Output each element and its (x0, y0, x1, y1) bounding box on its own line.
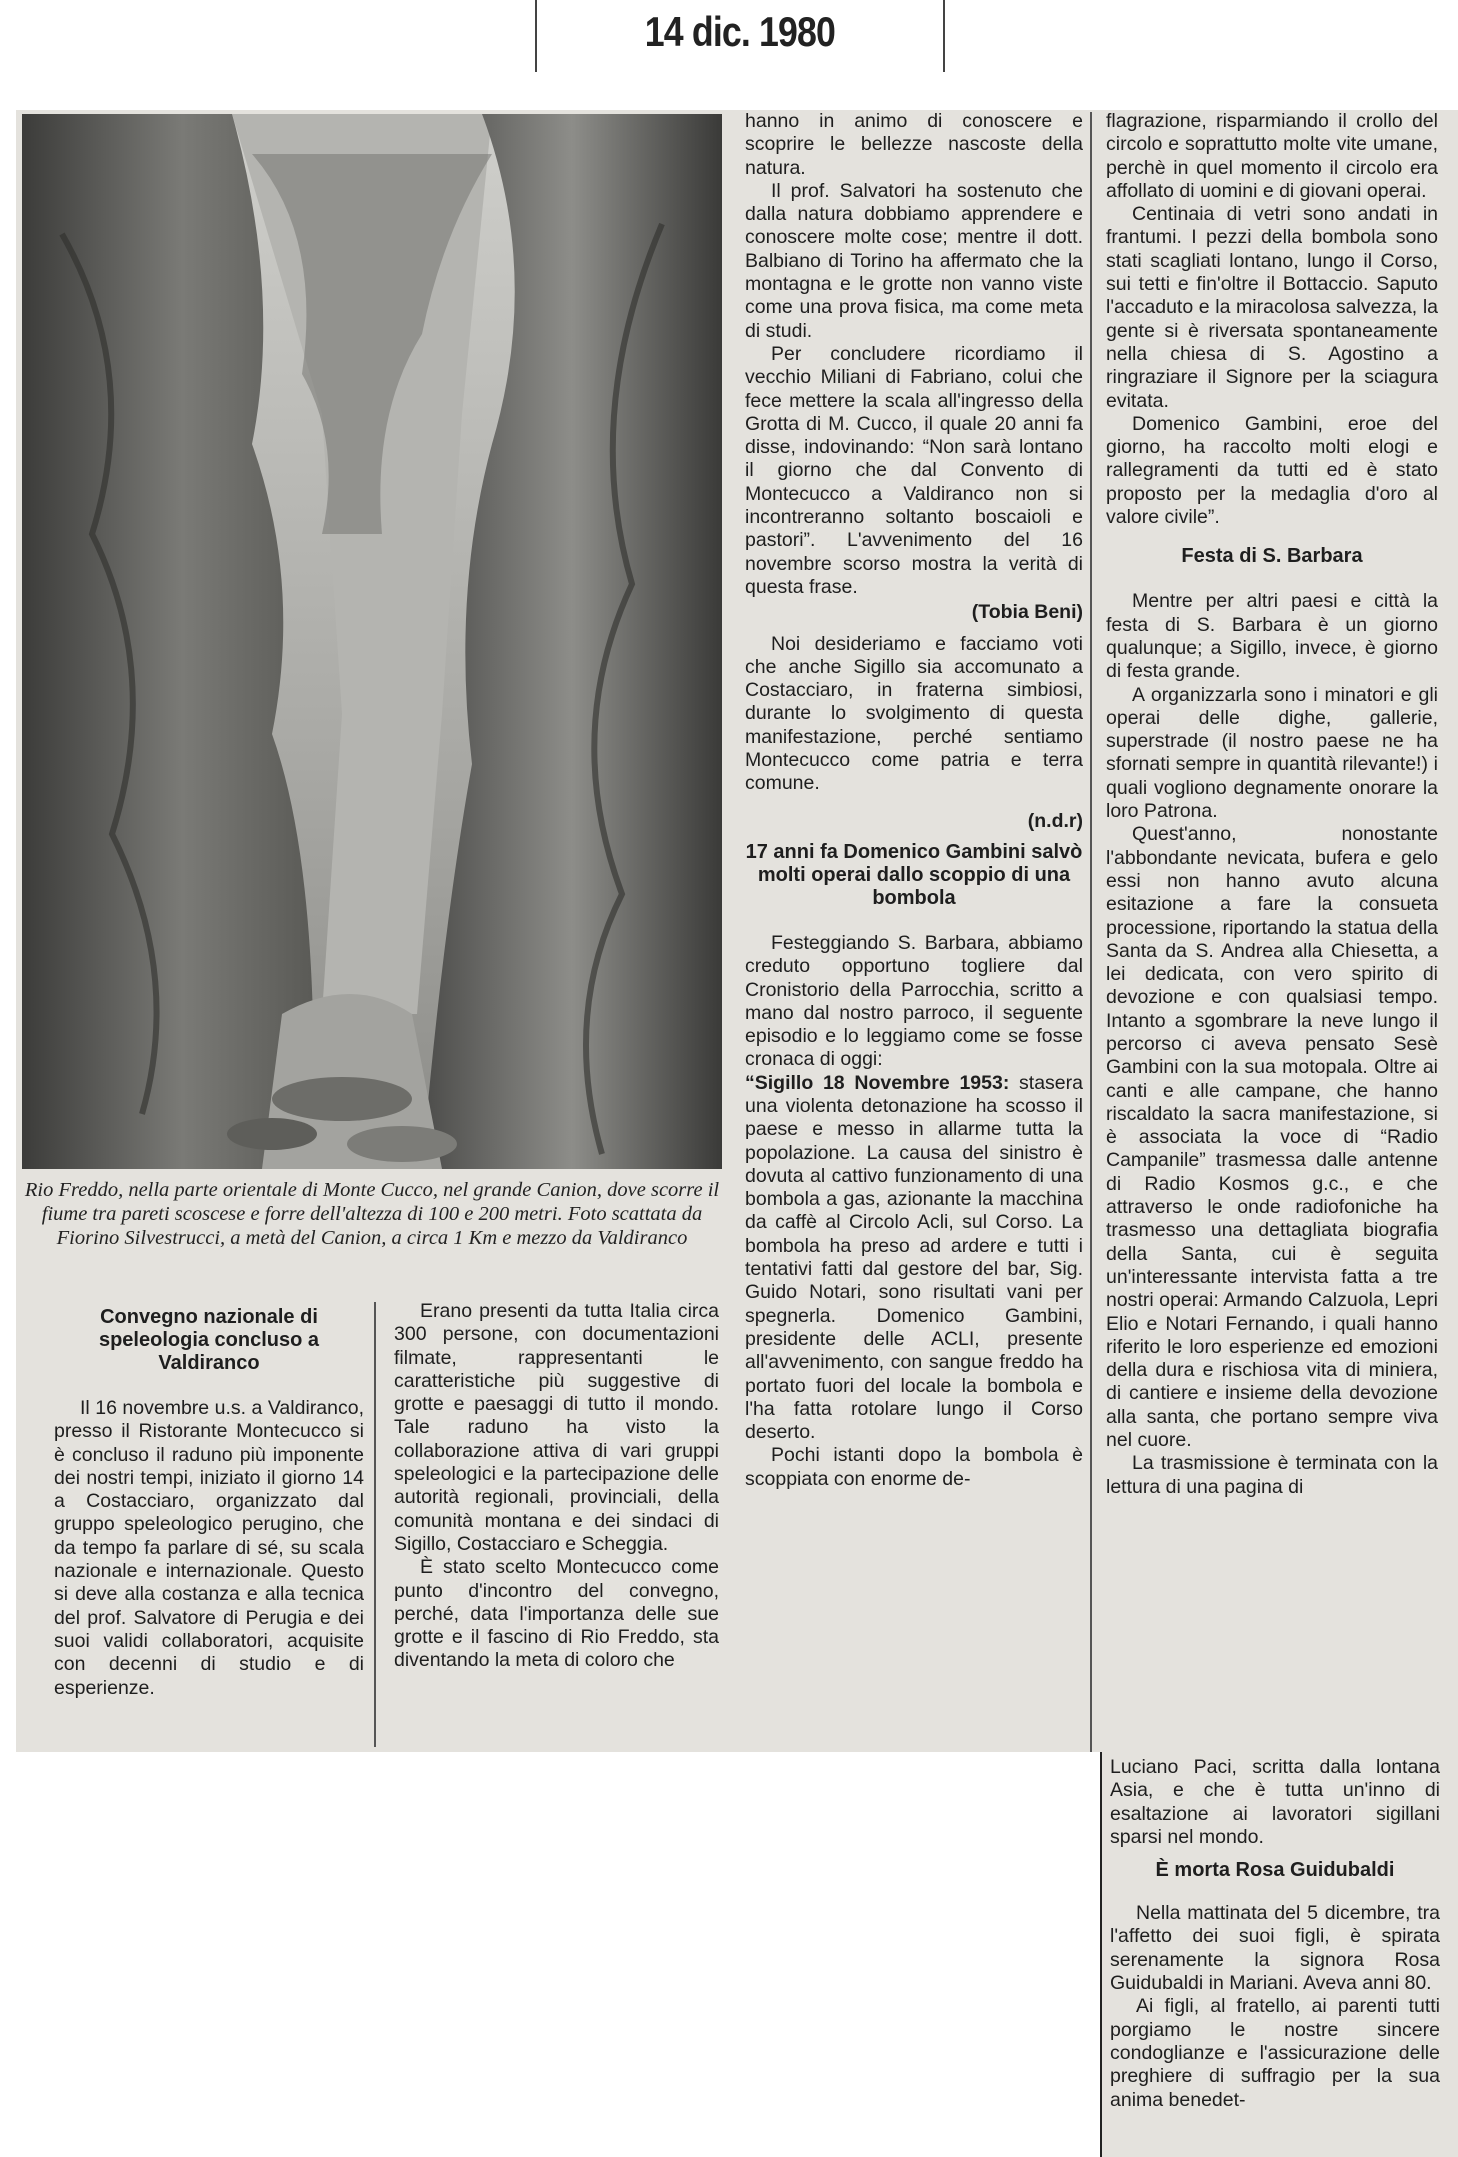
article-title-obituary: È morta Rosa Guidubaldi (1155, 1859, 1395, 1882)
signature-ndr: (n.d.r) (1027, 809, 1083, 832)
column-rule (1090, 112, 1092, 1752)
paragraph: A organizzarla sono i minatori e gli operai delle dighe, gallerie, superstrade (il nostro paese ne ha sfornati sempre in quantità rilevante!) i quali vogliono degnamente onorare la loro Patrona. (1106, 683, 1438, 823)
article-title-convegno: Convegno nazionale di speleologia concluso a Valdiranco (98, 1306, 320, 1374)
article-column-2 (394, 1300, 719, 1673)
paragraph: Centinaia di vetri sono andati in frantumi. I pezzi della bombola sono stati scagliati lontano, lungo il Corso, sui tetti e fin'oltre il Bottaccio. Saputo l'accaduto e la miracolosa salvezza, la gente si è riversata spontaneamente nella chiesa di S. Agostino a ringraziare il Signore per la sciagura evitata. (1106, 203, 1438, 412)
photo-caption: Rio Freddo, nella parte orientale di Monte Cucco, nel grande Canion, dove scorre il fiume tra pareti scoscese e forre dell'altezza di 100 e 200 metri. Foto scattata da Fiorino Silvestrucci, a metà del Canion, a circa 1 Km e mezzo da Valdiranco (24, 1179, 720, 1249)
paragraph: flagrazione, risparmiando il crollo del circolo e soprattutto molte vite umane, perchè in quel momento il circolo era affollato di uomini e di giovani operai. (1106, 110, 1438, 202)
paragraph: Noi desideriamo e facciamo voti che anche Sigillo sia accomunato a Costacciaro, in fraterna simbiosi, durante lo svolgimento di questa manifestazione, perché sentiamo Montecucco come patria e terra comune. (745, 632, 1083, 795)
paragraph: Per concludere ricordiamo il vecchio Miliani di Fabriano, colui che fece mettere la scala all'ingresso della Grotta di M. Cucco, il quale 20 anni fa disse, indovinando: “Non sarà lontano il giorno che dal Convento di Montecucco a Valdiranco non si incontreranno soltanto boscaioli e pastori”. L'avvenimento del 16 novembre scorso mostra la verità di questa frase. (745, 342, 1083, 598)
canyon-photo (22, 114, 722, 1169)
signature-tobia-beni: (Tobia Beni) (971, 601, 1083, 624)
paragraph: Pochi istanti dopo la bombola è scoppiata con enorme de- (745, 1444, 1083, 1490)
article-column-5 (1110, 1756, 1440, 2112)
article-title-santa-barbara: Festa di S. Barbara (1181, 545, 1363, 568)
paragraph: Luciano Paci, scritta dalla lontana Asia, e che è tutta un'inno di esaltazione ai lavoratori sigillani sparsi nel mondo. (1110, 1756, 1440, 1848)
article-column-3 (745, 110, 1083, 1491)
chronicle-date: “Sigillo 18 Novembre 1953: (745, 1071, 1010, 1094)
paragraph: Festeggiando S. Barbara, abbiamo creduto opportuno togliere dal Cronistorio della Parrocchia, scritto a mano dal nostro parroco, il seguente episodio e lo leggiamo come se fosse cronaca di oggi: (745, 931, 1083, 1071)
paragraph: Erano presenti da tutta Italia circa 300 persone, con documentazioni filmate, rappresentanti le caratteristiche più suggestive di grotte e paesaggi di tutto il mondo. Tale raduno ha visto la collaborazione attiva di vari gruppi speleologici e la partecipazione delle autorità regionali, provinciali, della comunità montana e dei sindaci di Sigillo, Costacciaro e Scheggia. (394, 1300, 719, 1555)
article-column-1 (54, 1300, 364, 1700)
paragraph (745, 1072, 1083, 1445)
paragraph: hanno in animo di conoscere e scoprire le bellezze nascoste della natura. (745, 110, 1083, 179)
date-header (535, 0, 945, 72)
paragraph: Domenico Gambini, eroe del giorno, ha raccolto molti elogi e rallegramenti da tutti ed è stato proposto per la medaglia d'oro al valore civile”. (1106, 412, 1438, 529)
article-title-gambini: 17 anni fa Domenico Gambini salvò molti operai dallo scoppio di una bombola (745, 840, 1083, 909)
paragraph: È stato scelto Montecucco come punto d'incontro del convegno, perché, data l'importanza delle sue grotte e il fascino di Rio Freddo, sta diventando la meta di coloro che (394, 1556, 719, 1672)
paragraph: Il 16 novembre u.s. a Valdiranco, presso il Ristorante Montecucco si è concluso il raduno più imponente dei nostri tempi, iniziato il giorno 14 a Costacciaro, organizzato dal gruppo speleologico perugino, che da tempo fa parlare di sé, su scala nazionale e internazionale. Questo si deve alla costanza e alla tecnica del prof. Salvatore di Perugia e dei suoi validi collaboratori, acquisite con decenni di studio e di esperienze. (54, 1397, 364, 1699)
article-column-4 (1106, 110, 1438, 1499)
column-rule (374, 1302, 376, 1747)
paragraph: Ai figli, al fratello, ai parenti tutti porgiamo le nostre sincere condoglianze e l'assicurazione delle preghiere di suffragio per la sua anima benedet- (1110, 1995, 1440, 2111)
paragraph: Mentre per altri paesi e città la festa di S. Barbara è un giorno qualunque; a Sigillo, invece, è giorno di festa grande. (1106, 590, 1438, 683)
paragraph: Nella mattinata del 5 dicembre, tra l'affetto dei suoi figli, è spirata serenamente la signora Rosa Guidubaldi in Mariani. Aveva anni 80. (1110, 1902, 1440, 1995)
paragraph: Il prof. Salvatori ha sostenuto che dalla natura dobbiamo apprendere e conoscere molte cose; mentre il dott. Balbiano di Torino ha affermato che la montagna e le grotte non vanno viste come una prova fisica, ma come meta di studi. (745, 179, 1083, 342)
chronicle-text: stasera una violenta detonazione ha scosso il paese e messo in allarme tutta la popolazione. La causa del sinistro è dovuta al cattivo funzionamento di una bombola a gas, azionante la macchina da caffè al Circolo Acli, sul Corso. La bombola ha preso ad ardere e tutti i tentativi fatti dal gestore del bar, Sig. Guido Notari, sono risultati vani per spegnerla. Domenico Gambini, presidente delle ACLI, presente all'avvenimento, con sangue freddo ha portato fuori del locale la bombola e l'ha fatta rotolare lungo il Corso deserto. (745, 1071, 1083, 1444)
paragraph: La trasmissione è terminata con la lettura di una pagina di (1106, 1452, 1438, 1498)
paragraph: Quest'anno, nonostante l'abbondante nevicata, bufera e gelo essi non hanno avuto alcuna esitazione a fare la consueta processione, riportando la statua della Santa da S. Andrea alla Chiesetta, a lei dedicata, con vero spirito di devozione e con qualsiasi tempo. Intanto a sgombrare la neve lungo il percorso ci aveva pensato Sesè Gambini con la sua motopala. Oltre ai canti e alle campane, che hanno riscaldato la sacra manifestazione, si è associata la voce di “Radio Campanile” trasmessa dalle antenne di Radio Kosmos g.c., e che attraverso le onde radiofoniche ha trasmesso una dettagliata biografia della Santa, cui è seguita un'interessante intervista fatta a tre nostri operai: Armando Calzuola, Lepri Elio e Notari Fernando, i quali hanno riferito le loro esperienze ed emozioni della dura e rischiosa vita di miniera, di cantiere e insieme della devozione alla santa, che portano sempre viva nel cuore. (1106, 823, 1438, 1452)
clipping-date: 14 dic. 1980 (644, 8, 836, 55)
